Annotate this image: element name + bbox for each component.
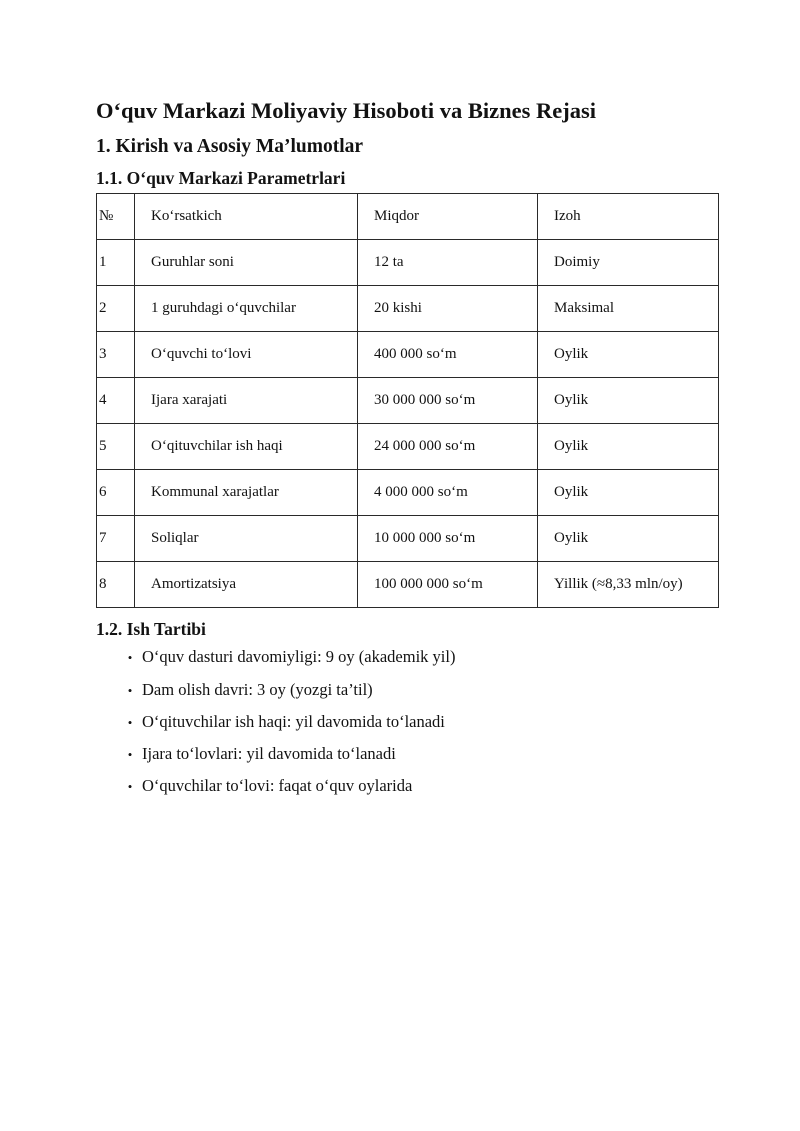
cell-indicator: Ijara xarajati [135,378,358,424]
parameters-table [96,193,719,608]
list-item [96,743,718,764]
table-row [97,240,719,286]
work-schedule-list [96,646,718,796]
table-row [97,332,719,378]
list-item [96,775,718,796]
list-item-text: Dam olish davri: 3 oy (yozgi ta’til) [142,679,373,699]
cell-indicator: O‘quvchi to‘lovi [135,332,358,378]
list-item-text: Ijara to‘lovlari: yil davomida to‘lanadi [142,743,396,763]
cell-amount: 10 000 000 so‘m [358,516,538,562]
cell-amount: 12 ta [358,240,538,286]
table-row [97,378,719,424]
cell-indicator: Soliqlar [135,516,358,562]
table-row [97,562,719,608]
list-item-text: O‘quvchilar to‘lovi: faqat o‘quv oylarida [142,775,413,795]
table-row [97,516,719,562]
cell-note: Doimiy [538,240,719,286]
section-heading: 1. Kirish va Asosiy Ma’lumotlar [96,136,364,157]
cell-no: 5 [97,424,135,470]
bullet-marker: • [127,682,133,698]
cell-amount: 30 000 000 so‘m [358,378,538,424]
table-header-row [97,194,719,240]
list-item [96,711,718,732]
cell-note: Maksimal [538,286,719,332]
subsection-1-1-heading: 1.1. O‘quv Markazi Parametrlari [96,168,346,189]
header-cell-indicator: Ko‘rsatkich [135,194,358,240]
cell-no: 3 [97,332,135,378]
list-item-text: O‘qituvchilar ish haqi: yil davomida to‘lanadi [142,711,445,731]
cell-no: 7 [97,516,135,562]
cell-note: Oylik [538,424,719,470]
header-cell-note: Izoh [538,194,719,240]
cell-indicator: Guruhlar soni [135,240,358,286]
bullet-marker: • [127,650,133,666]
cell-indicator: O‘qituvchilar ish haqi [135,424,358,470]
cell-note: Oylik [538,470,719,516]
header-cell-no: № [97,194,135,240]
document-title: O‘quv Markazi Moliyaviy Hisoboti va Biznes Rejasi [96,98,596,123]
cell-indicator: Kommunal xarajatlar [135,470,358,516]
table-row [97,286,719,332]
header-cell-amount: Miqdor [358,194,538,240]
cell-note: Oylik [538,378,719,424]
table-row [97,470,719,516]
list-item [96,679,718,700]
cell-amount: 400 000 so‘m [358,332,538,378]
cell-indicator: Amortizatsiya [135,562,358,608]
cell-no: 1 [97,240,135,286]
cell-amount: 24 000 000 so‘m [358,424,538,470]
cell-no: 8 [97,562,135,608]
cell-no: 2 [97,286,135,332]
document-content [96,97,718,807]
cell-no: 6 [97,470,135,516]
bullet-marker: • [127,714,133,730]
cell-note: Yillik (≈8,33 mln/oy) [538,562,719,608]
cell-note: Oylik [538,332,719,378]
bullet-marker: • [127,778,133,794]
cell-indicator: 1 guruhdagi o‘quvchilar [135,286,358,332]
cell-amount: 4 000 000 so‘m [358,470,538,516]
cell-note: Oylik [538,516,719,562]
cell-no: 4 [97,378,135,424]
subsection-1-2-heading: 1.2. Ish Tartibi [96,619,206,640]
list-item-text: O‘quv dasturi davomiyligi: 9 oy (akademik yil) [142,647,456,667]
cell-amount: 100 000 000 so‘m [358,562,538,608]
list-item [96,646,718,667]
table-row [97,424,719,470]
cell-amount: 20 kishi [358,286,538,332]
bullet-marker: • [127,746,133,762]
